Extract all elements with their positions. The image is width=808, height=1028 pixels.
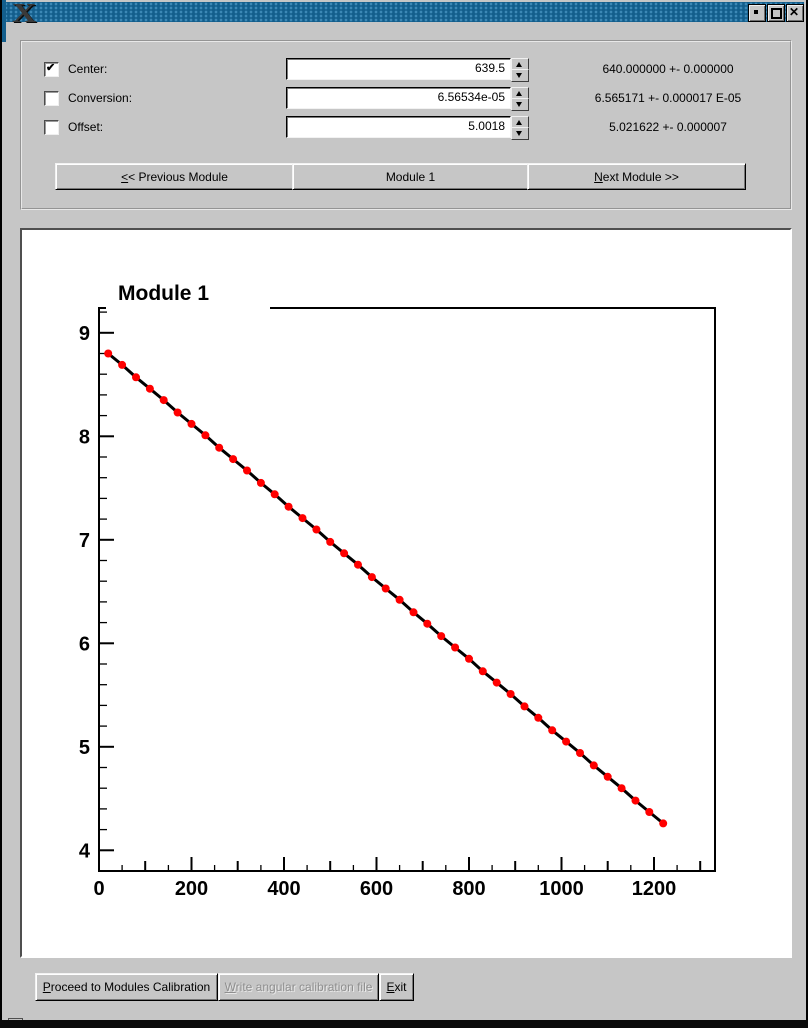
svg-text:1200: 1200 bbox=[631, 878, 677, 900]
svg-text:5: 5 bbox=[78, 736, 90, 759]
svg-text:800: 800 bbox=[452, 878, 486, 900]
x-window-logo-icon: X bbox=[12, 0, 34, 28]
arrow-up-icon bbox=[516, 91, 522, 96]
conversion-checkbox[interactable] bbox=[44, 91, 59, 106]
window-frame-bottom bbox=[0, 1020, 808, 1028]
close-button[interactable] bbox=[786, 4, 804, 22]
conversion-input[interactable]: 6.56534e-05 bbox=[286, 87, 511, 109]
window-frame-edge bbox=[2, 0, 6, 42]
next-module-button[interactable] bbox=[527, 163, 746, 190]
offset-spin-down-button[interactable] bbox=[511, 127, 529, 140]
maximize-button[interactable] bbox=[767, 4, 785, 22]
plot-title: Module 1 bbox=[106, 282, 270, 309]
offset-checkbox[interactable] bbox=[44, 120, 59, 135]
arrow-down-icon bbox=[516, 131, 522, 136]
exit-mnemonic: E bbox=[386, 980, 395, 994]
previous-module-button[interactable] bbox=[55, 163, 294, 190]
exit-label: xit bbox=[394, 980, 407, 994]
center-spin-down-button[interactable] bbox=[511, 69, 529, 82]
close-icon: ✕ bbox=[788, 5, 800, 19]
root-canvas[interactable] bbox=[22, 230, 788, 952]
offset-fit-result: 5.021622 +- 0.000007 bbox=[609, 120, 727, 134]
svg-text:0: 0 bbox=[93, 878, 105, 900]
svg-text:1000: 1000 bbox=[539, 878, 584, 900]
current-module-button[interactable] bbox=[292, 163, 529, 190]
prev-label: < Previous Module bbox=[128, 169, 228, 184]
svg-text:9: 9 bbox=[78, 322, 90, 345]
arrow-down-icon bbox=[516, 73, 522, 78]
app-window bbox=[2, 0, 806, 1020]
minimize-button[interactable] bbox=[748, 4, 766, 22]
minimize-icon bbox=[754, 10, 758, 14]
svg-text:600: 600 bbox=[359, 878, 394, 900]
svg-text:7: 7 bbox=[78, 529, 90, 552]
svg-text:4: 4 bbox=[78, 840, 90, 863]
arrow-up-icon bbox=[516, 62, 522, 67]
arrow-down-icon bbox=[516, 102, 522, 107]
conversion-fit-result: 6.565171 +- 0.000017 E-05 bbox=[594, 91, 742, 105]
conversion-label: Conversion: bbox=[68, 91, 133, 105]
titlebar[interactable] bbox=[4, 0, 804, 28]
calibration-plot bbox=[22, 230, 788, 952]
write-angular-calibration-file-button bbox=[218, 973, 379, 1001]
param-row-center bbox=[22, 58, 790, 80]
parameters-panel bbox=[20, 40, 792, 210]
next-mnemonic: N bbox=[594, 169, 603, 184]
svg-text:400: 400 bbox=[267, 878, 301, 900]
param-row-offset bbox=[22, 116, 790, 138]
conversion-spin-down-button[interactable] bbox=[511, 98, 529, 111]
svg-text:8: 8 bbox=[78, 426, 90, 449]
center-label: Center: bbox=[68, 62, 108, 76]
prev-mnemonic: < bbox=[121, 169, 129, 184]
offset-input[interactable]: 5.0018 bbox=[286, 116, 511, 138]
proceed-mnemonic: P bbox=[42, 980, 51, 994]
proceed-label: roceed to Modules Calibration bbox=[50, 980, 211, 994]
next-label: ext Module >> bbox=[602, 169, 679, 184]
svg-text:6: 6 bbox=[78, 633, 90, 656]
offset-label: Offset: bbox=[68, 120, 104, 134]
exit-button[interactable] bbox=[379, 973, 414, 1001]
write-mnemonic: W bbox=[224, 980, 236, 994]
proceed-to-modules-calibration-button[interactable] bbox=[35, 973, 218, 1001]
current-module-label: Module 1 bbox=[385, 169, 436, 184]
write-label: rite angular calibration file bbox=[235, 980, 373, 994]
arrow-up-icon bbox=[516, 120, 522, 125]
center-input[interactable]: 639.5 bbox=[286, 58, 511, 80]
param-row-conversion bbox=[22, 87, 790, 109]
center-fit-result: 640.000000 +- 0.000000 bbox=[602, 62, 734, 76]
svg-text:200: 200 bbox=[174, 878, 209, 900]
center-checkbox[interactable] bbox=[44, 62, 59, 77]
maximize-icon bbox=[771, 8, 782, 19]
